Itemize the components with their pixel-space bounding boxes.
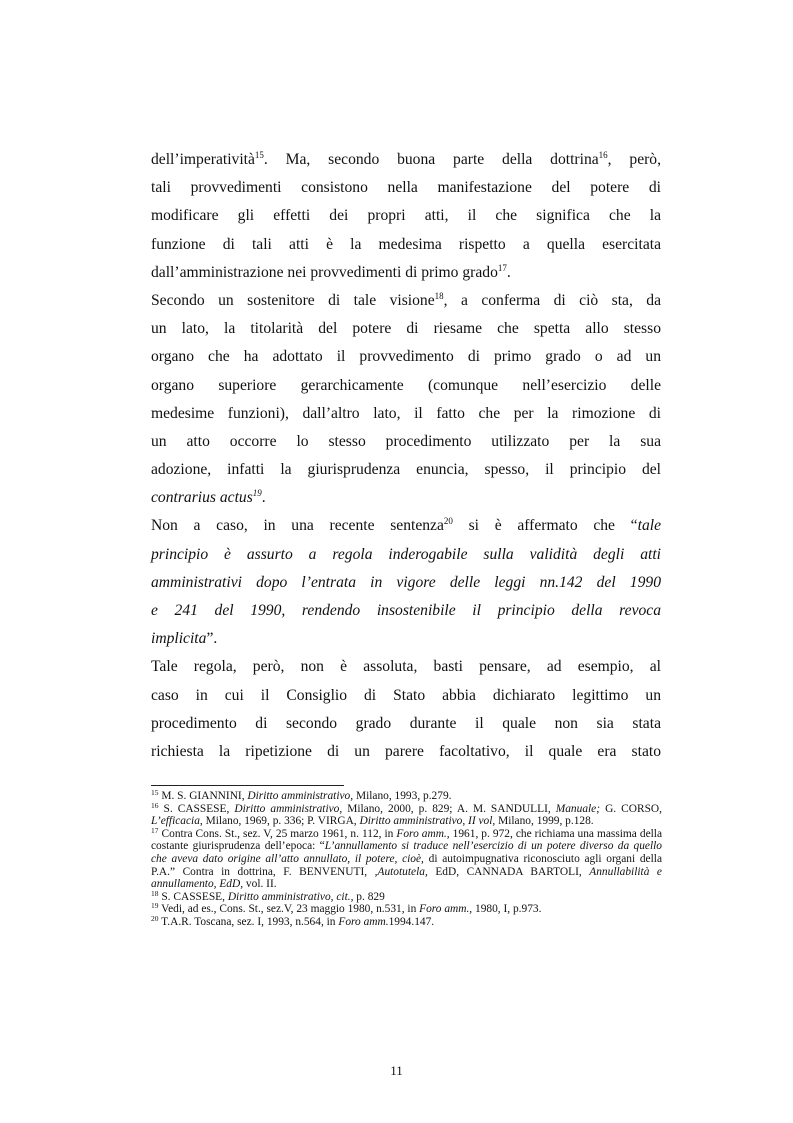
body-line bbox=[151, 174, 661, 202]
footnote-ref: 20 bbox=[443, 516, 453, 527]
text-run: modificare gli effetti dei propri atti, il che significa che la bbox=[151, 207, 661, 225]
footnote-ref: 16 bbox=[598, 150, 608, 160]
italic-text: tale bbox=[637, 517, 661, 535]
text-run: Milano, 1999, p.128. bbox=[495, 815, 594, 828]
text-run: si è affermato che “ bbox=[452, 517, 638, 535]
italic-text: e 241 del 1990, rendendo insostenibile il principio della revoca bbox=[151, 602, 661, 619]
body-line bbox=[151, 738, 661, 766]
text-run: vol. II. bbox=[243, 878, 277, 891]
footnote bbox=[151, 913, 662, 929]
text-run: un atto occorre lo stesso procedimento utilizzato per la sua bbox=[151, 432, 661, 450]
body-line bbox=[151, 231, 661, 259]
italic-text: Annullabilità e annullamento, EdD, bbox=[151, 865, 662, 891]
body-line bbox=[151, 259, 661, 287]
text-run: G. CORSO, bbox=[600, 802, 662, 815]
text-run: di autoimpugnativa riconosciuto agli organi della P.A.” Contra in dottrina, F. BENVENUTI, bbox=[151, 852, 663, 878]
body-line bbox=[151, 428, 661, 456]
text-run: 1980, I, p.973. bbox=[472, 903, 542, 916]
text-run: funzione di tali atti è la medesima rispetto a quella esercitata bbox=[151, 235, 661, 253]
italic-text: Diritto amministrativo, II vol, bbox=[359, 815, 496, 828]
text-run: un lato, la titolarità del potere di riesame che spetta allo stesso bbox=[151, 320, 661, 338]
text-run: . bbox=[261, 489, 266, 507]
italic-text: ,Autotutela, bbox=[374, 865, 428, 878]
text-run: , Milano, 1969, p. 336; P. VIRGA, bbox=[199, 815, 360, 828]
text-run: organo superiore gerarchicamente (comunque nell’esercizio delle bbox=[151, 376, 661, 394]
text-run: caso in cui il Consiglio di Stato abbia dichiarato legittimo un bbox=[151, 686, 661, 704]
footnote-ref: 15 bbox=[254, 150, 264, 160]
italic-text: Diritto amministrativo, bbox=[247, 790, 354, 802]
italic-text: L’annullamento si traduce nell’esercizio di un potere diverso da quello che aveva dato origine all’atto annullato, il potere, cioè, bbox=[151, 840, 662, 865]
text-run: tali provvedimenti consistono nella manifestazione del potere di bbox=[151, 179, 661, 197]
text-run: procedimento di secondo grado durante il quale non sia stata bbox=[151, 714, 661, 732]
italic-text: Manuale; bbox=[555, 802, 601, 815]
text-run: . Ma, secondo buona parte della dottrina bbox=[263, 151, 599, 168]
body-line bbox=[151, 541, 661, 569]
text-run: 1961, p. 972, che richiama una massima della costante giurisprudenza dell’epoca: “ bbox=[151, 827, 663, 853]
footnote-ref: 16 bbox=[151, 800, 159, 810]
text-run: Non a caso, in una recente sentenza bbox=[151, 517, 444, 535]
text-run: Milano, 2000, p. 829; A. M. SANDULLI, bbox=[342, 802, 556, 815]
italic-text: Diritto amministrativo, cit., bbox=[227, 890, 354, 903]
text-run: 1994.147. bbox=[388, 915, 435, 928]
footnote bbox=[151, 903, 662, 916]
body-line bbox=[151, 456, 661, 484]
footnote-separator bbox=[151, 785, 344, 786]
italic-text: Foro amm., bbox=[419, 903, 473, 916]
italic-text: Foro amm., bbox=[396, 827, 450, 840]
footnote-ref: 17 bbox=[151, 825, 159, 835]
body-line bbox=[151, 202, 661, 230]
body-line bbox=[151, 484, 661, 512]
body-text bbox=[151, 146, 661, 766]
text-run: , a conferma di ciò sta, da bbox=[443, 291, 662, 309]
text-run: . bbox=[506, 263, 511, 281]
text-run: S. CASSESE, bbox=[158, 802, 235, 815]
footnote bbox=[151, 888, 662, 904]
footnote-ref: 17 bbox=[497, 262, 507, 273]
body-line bbox=[151, 372, 661, 400]
body-line bbox=[151, 287, 661, 315]
text-run: Tale regola, però, non è assoluta, basti pensare, ad esempio, al bbox=[151, 658, 661, 676]
footnote-ref: 20 bbox=[151, 913, 159, 923]
text-run: M. S. GIANNINI, bbox=[158, 790, 248, 802]
text-run: T.A.R. Toscana, sez. I, 1993, n.564, in bbox=[158, 915, 339, 928]
body-line bbox=[151, 569, 661, 597]
footnote-ref: 19 bbox=[252, 488, 262, 499]
text-run: S. CASSESE, bbox=[158, 890, 228, 903]
text-run: dall’amministrazione nei provvedimenti di primo grado bbox=[151, 263, 498, 281]
text-run: Contra Cons. St., sez. V, 25 marzo 1961, n. 112, in bbox=[158, 827, 397, 840]
page-number: 11 bbox=[390, 1063, 403, 1078]
text-run: dell’imperatività bbox=[151, 151, 255, 168]
footnote bbox=[151, 800, 662, 828]
italic-text: L’efficacia bbox=[151, 815, 200, 828]
body-line bbox=[151, 653, 661, 681]
footnote bbox=[151, 790, 662, 803]
footnote-ref: 19 bbox=[151, 901, 159, 911]
text-run: richiesta la ripetizione di un parere facoltativo, il quale era stato bbox=[151, 742, 661, 760]
body-line bbox=[151, 682, 661, 710]
body-line bbox=[151, 146, 661, 174]
text-run: , però, bbox=[607, 151, 662, 168]
footnote-ref: 18 bbox=[151, 888, 159, 898]
italic-text: Foro amm. bbox=[338, 915, 389, 928]
text-run: Vedi, ad es., Cons. St., sez.V, 23 maggio 1980, n.531, in bbox=[158, 903, 420, 916]
text-run: organo che ha adottato il provvedimento di primo grado o ad un bbox=[151, 348, 661, 366]
body-line bbox=[151, 315, 661, 343]
footnote-ref: 18 bbox=[434, 290, 444, 301]
italic-text: principio è assurto a regola inderogabile sulla validità degli atti bbox=[151, 545, 661, 563]
text-run: Milano, 1993, p.279. bbox=[353, 790, 452, 802]
text-run: adozione, infatti la giurisprudenza enuncia, spesso, il principio del bbox=[151, 461, 661, 479]
body-line bbox=[151, 512, 661, 540]
italic-text: contrarius actus bbox=[151, 489, 253, 507]
body-line bbox=[151, 343, 661, 371]
text-run: EdD, CANNADA BARTOLI, bbox=[427, 865, 590, 878]
text-run: p. 829 bbox=[353, 890, 385, 903]
italic-text: amministrativi dopo l’entrata in vigore delle leggi nn.142 del 1990 bbox=[151, 573, 661, 591]
italic-text: Diritto amministrativo, bbox=[234, 802, 343, 815]
footnote-ref: 15 bbox=[151, 788, 159, 797]
italic-text: implicita bbox=[151, 630, 207, 648]
footnotes bbox=[151, 790, 662, 929]
body-line bbox=[151, 625, 661, 653]
text-run: medesime funzioni), dall’altro lato, il fatto che per la rimozione di bbox=[151, 404, 661, 422]
body-line bbox=[151, 597, 661, 625]
body-line bbox=[151, 710, 661, 738]
footnote bbox=[151, 825, 663, 891]
text-run: Secondo un sostenitore di tale visione bbox=[151, 291, 435, 309]
body-line bbox=[151, 400, 661, 428]
text-run: ”. bbox=[206, 630, 218, 648]
